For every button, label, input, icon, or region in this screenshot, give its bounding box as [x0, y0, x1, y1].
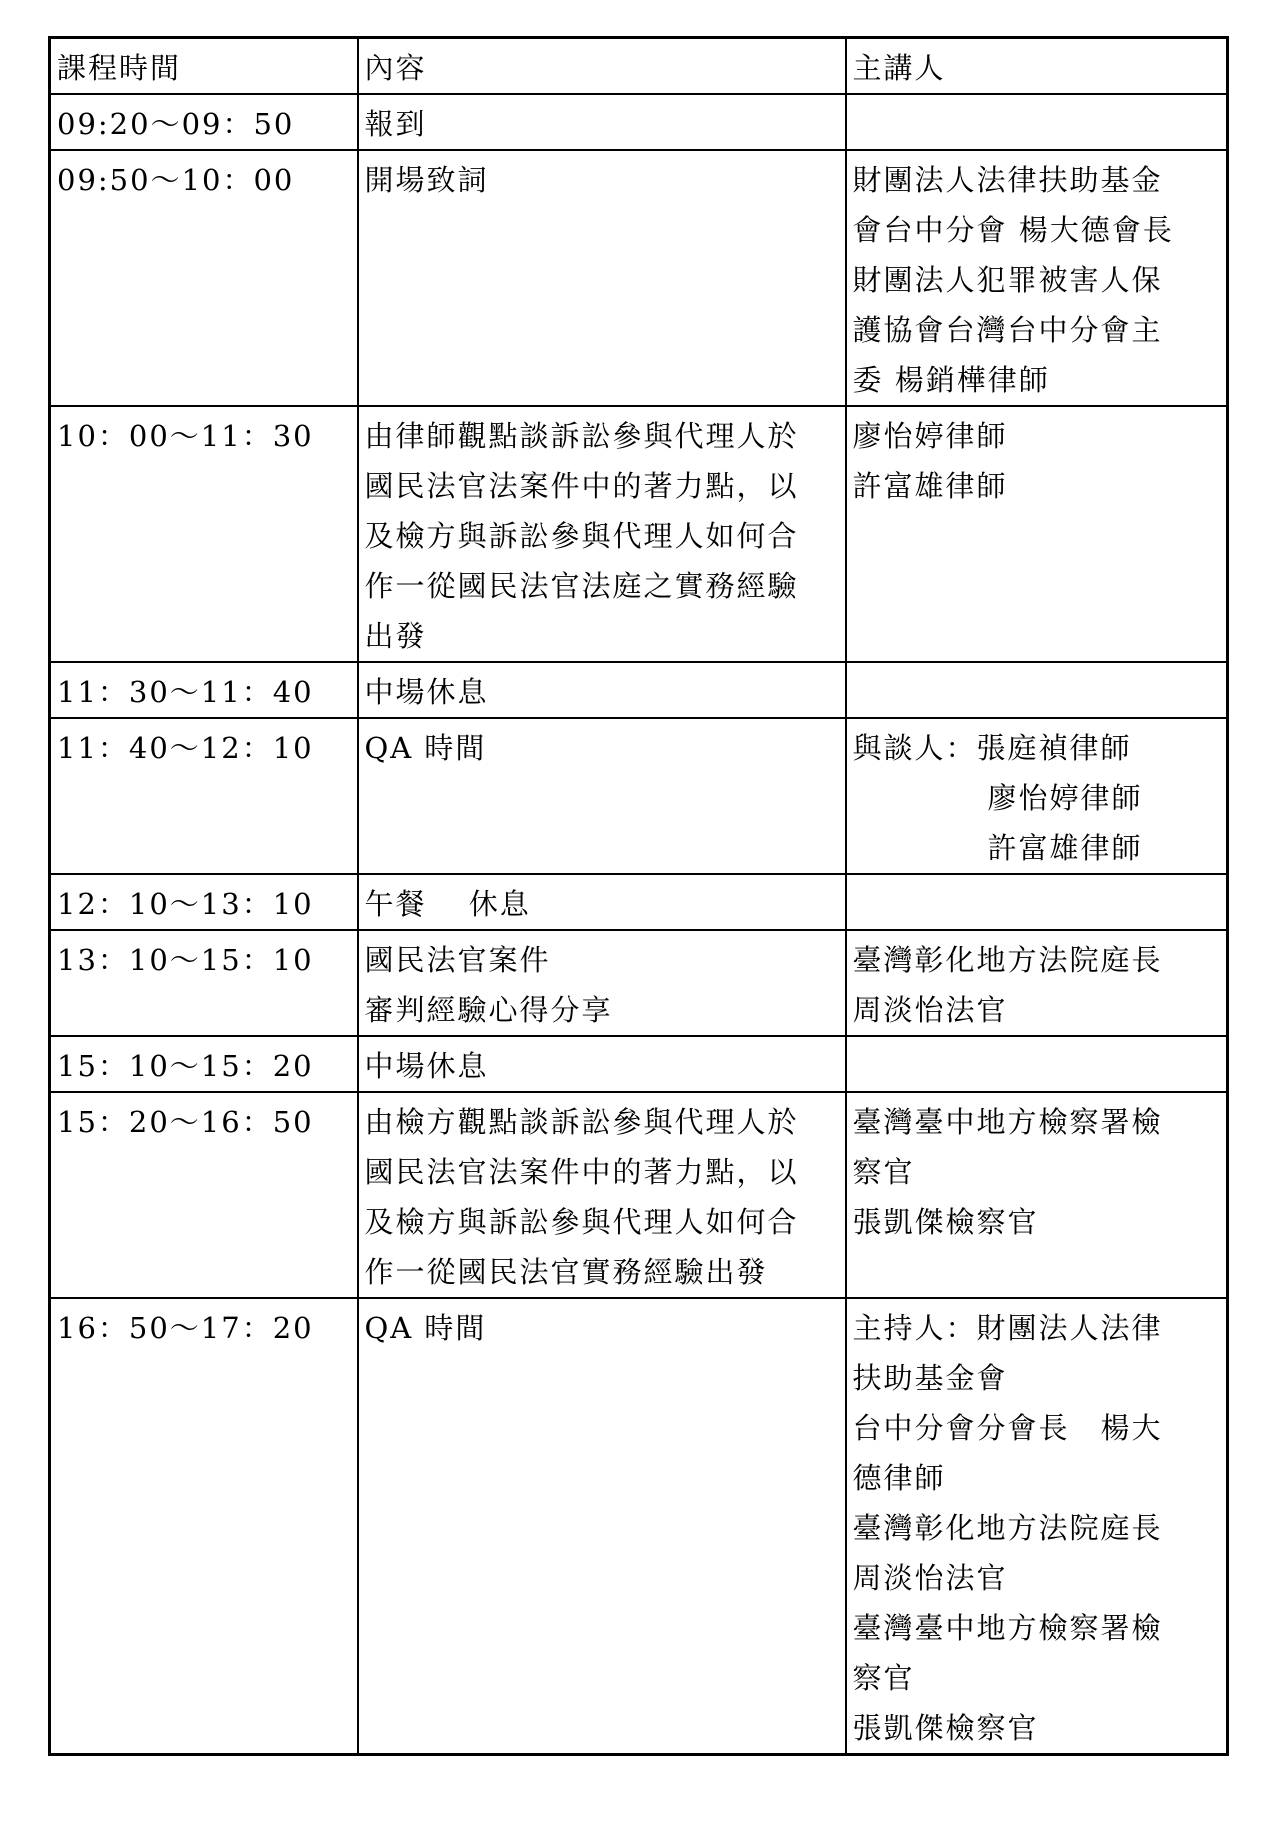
time-cell: [50, 662, 358, 718]
content-line: QA 時間: [364, 1311, 487, 1345]
time-text: 15：20～16：50: [57, 1105, 314, 1139]
schedule-body: [50, 94, 1228, 1755]
content-cell: [358, 1036, 846, 1092]
content-line: 及檢方與訴訟參與代理人如何合: [364, 1205, 799, 1239]
speaker-line: 臺灣彰化地方法院庭長: [852, 943, 1163, 977]
time-cell: [50, 1298, 358, 1755]
content-line: 審判經驗心得分享: [364, 993, 613, 1027]
speaker-line: 廖怡婷律師: [987, 781, 1143, 815]
speaker-line: 許富雄律師: [852, 469, 1008, 503]
speaker-cell: [846, 1036, 1228, 1092]
time-text: 12：10～13：10: [57, 887, 314, 921]
speaker-line: 張凱傑檢察官: [852, 1711, 1039, 1745]
time-text: 09:50～10：00: [57, 163, 295, 197]
time-text: 11：30～11：40: [57, 675, 314, 709]
speaker-line: 扶助基金會: [852, 1361, 1008, 1395]
speaker-cell: [846, 94, 1228, 150]
header-time: 課程時間: [50, 38, 358, 95]
speaker-line: 主持人：財團法人法律: [852, 1311, 1163, 1345]
speaker-line: 察官: [852, 1155, 915, 1189]
time-cell: [50, 930, 358, 1036]
schedule-row: [50, 94, 1228, 150]
speaker-cell: [846, 150, 1228, 406]
content-line: 中場休息: [364, 1049, 489, 1083]
time-cell: [50, 406, 358, 662]
speaker-line: 察官: [852, 1661, 915, 1695]
speaker-line: 台中分會分會長 楊大: [852, 1411, 1163, 1445]
content-cell: [358, 406, 846, 662]
speaker-line: 周淡怡法官: [852, 1561, 1008, 1595]
speaker-line: 張凱傑檢察官: [852, 1205, 1039, 1239]
content-line: 及檢方與訴訟參與代理人如何合: [364, 519, 799, 553]
schedule-row: [50, 150, 1228, 406]
speaker-line: 許富雄律師: [987, 831, 1143, 865]
time-cell: [50, 1092, 358, 1298]
schedule-row: [50, 930, 1228, 1036]
content-line: 國民法官法案件中的著力點，以: [364, 469, 799, 503]
content-cell: [358, 94, 846, 150]
speaker-cell: [846, 406, 1228, 662]
speaker-cell: [846, 1298, 1228, 1755]
content-line: 報到: [364, 107, 427, 141]
time-text: 10：00～11：30: [57, 419, 314, 453]
schedule-row: [50, 874, 1228, 930]
content-line: 由律師觀點談訴訟參與代理人於: [364, 419, 799, 453]
schedule-row: [50, 406, 1228, 662]
schedule-row: [50, 662, 1228, 718]
speaker-cell: [846, 930, 1228, 1036]
content-cell: [358, 874, 846, 930]
speaker-line: 護協會台灣台中分會主: [852, 313, 1163, 347]
speaker-line: 德律師: [852, 1461, 946, 1495]
content-cell: [358, 930, 846, 1036]
content-line: QA 時間: [364, 731, 487, 765]
time-text: 16：50～17：20: [57, 1311, 314, 1345]
content-line: 出發: [364, 619, 427, 653]
time-text: 15：10～15：20: [57, 1049, 314, 1083]
time-text: 09:20～09：50: [57, 107, 295, 141]
content-line: 開場致詞: [364, 163, 489, 197]
content-cell: [358, 1298, 846, 1755]
schedule-row: [50, 1092, 1228, 1298]
speaker-line: 臺灣臺中地方檢察署檢: [852, 1611, 1163, 1645]
speaker-line: 臺灣臺中地方檢察署檢: [852, 1105, 1163, 1139]
content-cell: [358, 150, 846, 406]
content-line: 作一從國民法官實務經驗出發: [364, 1255, 768, 1289]
speaker-line: 廖怡婷律師: [852, 419, 1008, 453]
time-cell: [50, 1036, 358, 1092]
content-cell: [358, 662, 846, 718]
schedule-row: [50, 1298, 1228, 1755]
speaker-line: 財團法人犯罪被害人保: [852, 263, 1163, 297]
content-line: 由檢方觀點談訴訟參與代理人於: [364, 1105, 799, 1139]
header-speaker: 主講人: [846, 38, 1228, 95]
content-cell: [358, 1092, 846, 1298]
content-line: 中場休息: [364, 675, 489, 709]
speaker-line: 會台中分會 楊大德會長: [852, 213, 1174, 247]
header-content: 內容: [358, 38, 846, 95]
speaker-cell: [846, 874, 1228, 930]
schedule-table: [48, 36, 1229, 1756]
content-line: 作一從國民法官法庭之實務經驗: [364, 569, 799, 603]
speaker-line: 委 楊銷樺律師: [852, 363, 1050, 397]
time-text: 11：40～12：10: [57, 731, 314, 765]
content-line: 國民法官案件: [364, 943, 551, 977]
speaker-line: 財團法人法律扶助基金: [852, 163, 1163, 197]
time-cell: [50, 718, 358, 874]
speaker-line: 與談人：張庭禎律師: [852, 731, 1132, 765]
schedule-row: [50, 1036, 1228, 1092]
speaker-cell: [846, 1092, 1228, 1298]
time-cell: [50, 150, 358, 406]
time-text: 13：10～15：10: [57, 943, 314, 977]
time-cell: [50, 94, 358, 150]
content-cell: [358, 718, 846, 874]
speaker-cell: [846, 718, 1228, 874]
content-line: 國民法官法案件中的著力點，以: [364, 1155, 799, 1189]
speaker-line: 周淡怡法官: [852, 993, 1008, 1027]
speaker-cell: [846, 662, 1228, 718]
speaker-line: 臺灣彰化地方法院庭長: [852, 1511, 1163, 1545]
header-row: [50, 38, 1228, 95]
schedule-row: [50, 718, 1228, 874]
content-line: 午餐 休息: [364, 887, 531, 921]
time-cell: [50, 874, 358, 930]
